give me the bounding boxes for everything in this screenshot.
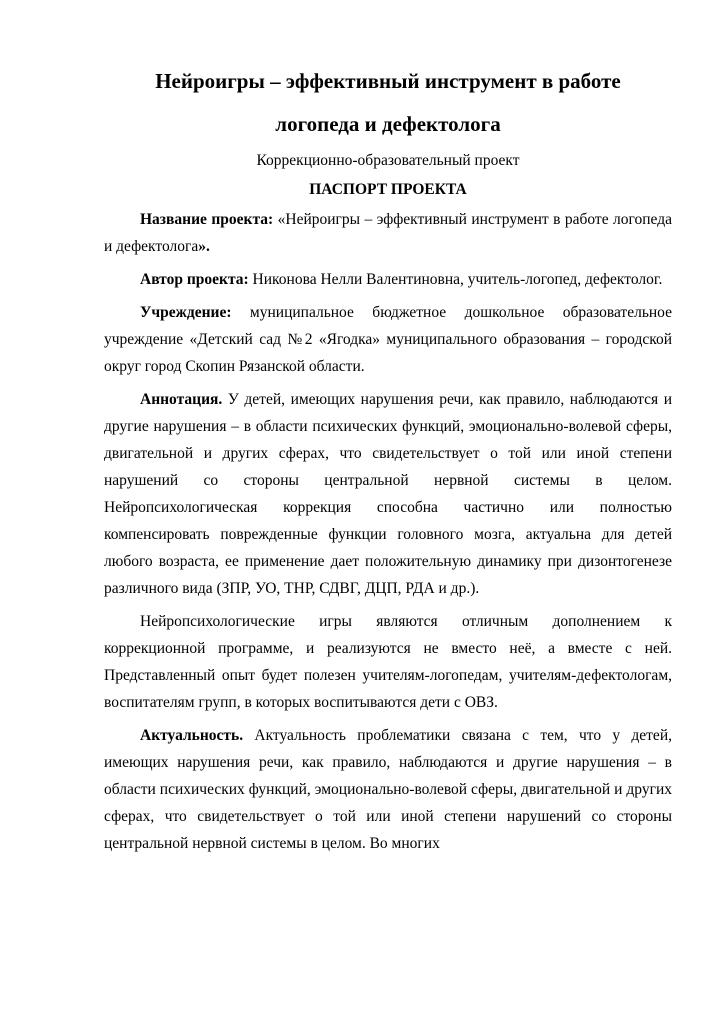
document-title-line-1: Нейроигры – эффективный инструмент в работе [155, 69, 621, 93]
project-name-text: «Нейроигры – эффективный инструмент в работе логопеда и дефектолога [104, 211, 672, 255]
annotation-paragraph [104, 386, 672, 602]
document-page [104, 60, 672, 857]
author-label: Автор проекта: [140, 271, 249, 288]
annotation-label: Аннотация. [140, 391, 223, 408]
institution-paragraph [104, 299, 672, 380]
institution-label: Учреждение: [140, 304, 232, 321]
institution-text: муниципальное бюджетное дошкольное образовательное учреждение «Детский сад №2 «Ягодка» муниципального образования – городской округ город Скопин Рязанской области. [104, 304, 672, 375]
project-name-label: Название проекта: [140, 211, 274, 228]
games-paragraph: Нейропсихологические игры являются отличным дополнением к коррекционной программе, и реализуются не вместо неё, а вместе с ней. Представленный опыт будет полезен учителям-логопедам, учителям-дефектологам, воспитателям групп, в которых воспитываются дети с ОВЗ. [104, 613, 672, 711]
section-heading: ПАСПОРТ ПРОЕКТА [309, 181, 467, 198]
document-title-line-2: логопеда и дефектолога [275, 112, 501, 136]
document-subtitle: Коррекционно-образовательный проект [256, 152, 520, 169]
author-text: Никонова Нелли Валентиновна, учитель-логопед, дефектолог. [248, 271, 663, 288]
author-paragraph [104, 266, 672, 293]
annotation-text: У детей, имеющих нарушения речи, как правило, наблюдаются и другие нарушения – в области психических функций, эмоционально-волевой сферы, двигательной и других сферах, что свидетельствует о той или иной степени нарушений со стороны центральной нервной системы в целом. Нейропсихологическая коррекция способна частично или полностью компенсировать поврежденные функции головного мозга, актуальна для детей любого возраста, ее применение дает положительную динамику при дизонтогенезе различного вида (ЗПР, УО, ТНР, СДВГ, ДЦП, РДА и др.). [104, 391, 672, 597]
relevance-text: Актуальность проблематики связана с тем, что у детей, имеющих нарушения речи, как правило, наблюдаются и другие нарушения – в области психических функций, эмоционально-волевой сферы, двигательной и других сферах, что свидетельствует о той или иной степени нарушений со стороны центральной нервной системы в целом. Во многих [104, 727, 672, 852]
project-name-paragraph [104, 206, 672, 260]
project-name-closing: ». [198, 238, 210, 255]
relevance-paragraph [104, 722, 672, 857]
relevance-label: Актуальность. [140, 727, 244, 744]
